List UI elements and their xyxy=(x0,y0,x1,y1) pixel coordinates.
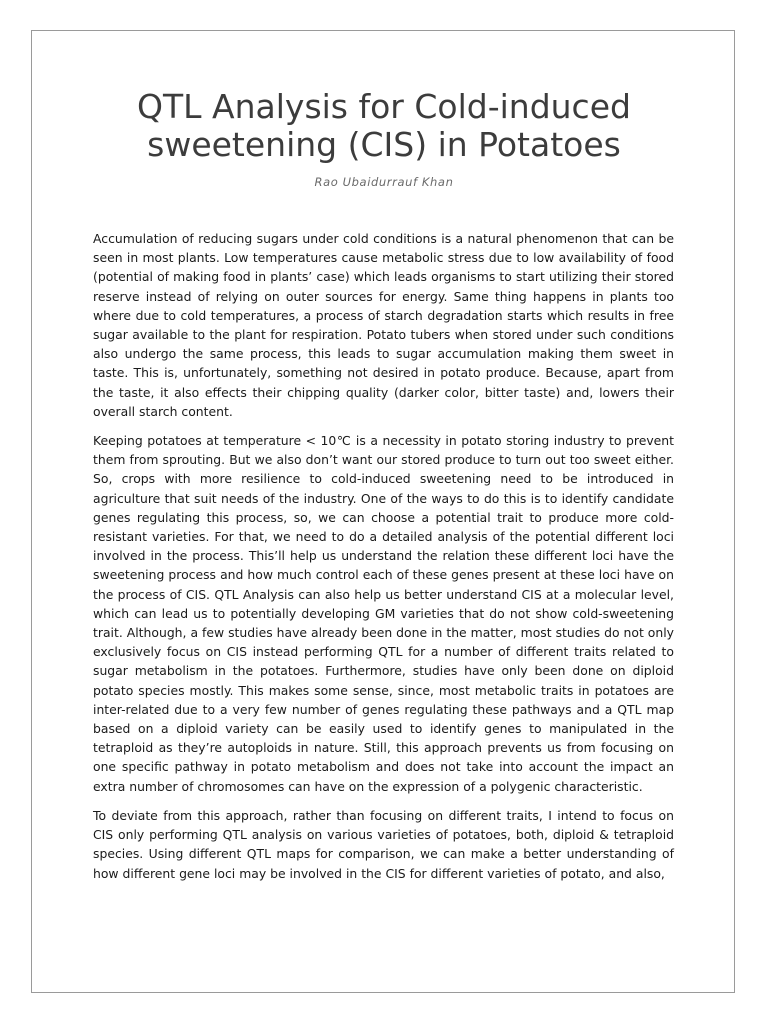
document-body xyxy=(93,229,674,893)
body-paragraph-1: Accumulation of reducing sugars under cold conditions is a natural phenomenon that can be seen in most plants. Low temperatures cause metabolic stress due to low availability of food (potential of making food in plants’ case) which leads organisms to start utilizing their stored reserve instead of relying on outer sources for energy. Same thing happens in plants too where due to cold temperatures, a process of starch degradation starts which results in free sugar available to the plant for respiration. Potato tubers when stored under such conditions also undergo the same process, this leads to sugar accumulation making them sweet in taste. This is, unfortunately, something not desired in potato produce. Because, apart from the taste, it also effects their chipping quality (darker color, bitter taste) and, lowers their overall starch content. xyxy=(93,231,674,419)
body-paragraph-3: To deviate from this approach, rather than focusing on different traits, I intend to focus on CIS only performing QTL analysis on various varieties of potatoes, both, diploid & tetraploid species. Using different QTL maps for comparison, we can make a better understanding of how different gene loci may be involved in the CIS for different varieties of potato, and also, xyxy=(93,807,674,881)
body-paragraph-2: Keeping potatoes at temperature < 10℃ is a necessity in potato storing industry to prevent them from sprouting. But we also don’t want our stored produce to turn out too sweet either. So, crops with more resilience to cold-induced sweetening need to be introduced in agriculture that suit needs of the industry. One of the ways to do this is to identify candidate genes regulating this process, so, we can choose a potential trait to produce more cold-resistant varieties. For that, we need to do a detailed analysis of the potential different loci involved in the process. This’ll help us understand the relation these different loci have the sweetening process and how much control each of these genes present at these loci have on the process of CIS. QTL Analysis can also help us better understand CIS at a molecular level, which can lead us to potentially developing GM varieties that do not show cold-sweetening trait. Although, a few studies have already been done in the matter, most studies do not only exclusively focus on CIS instead performing QTL for a number of different traits related to sugar metabolism in the potatoes. Furthermore, studies have only been done on diploid potato species mostly. This makes some sense, since, most metabolic traits in potatoes are inter-related due to a very few number of genes regulating these pathways and a QTL map based on a diploid variety can be easily used to identify genes to manipulated in the tetraploid as they’re autoploids in nature. Still, this approach prevents us from focusing on one specific pathway in potato metabolism and does not take into account the impact an extra number of chromosomes can have on the expression of a polygenic characteristic. xyxy=(93,433,674,794)
document-author: Rao Ubaidurrauf Khan xyxy=(314,175,454,189)
document-title: QTL Analysis for Cold-induced sweetening (CIS) in Potatoes xyxy=(137,87,631,164)
